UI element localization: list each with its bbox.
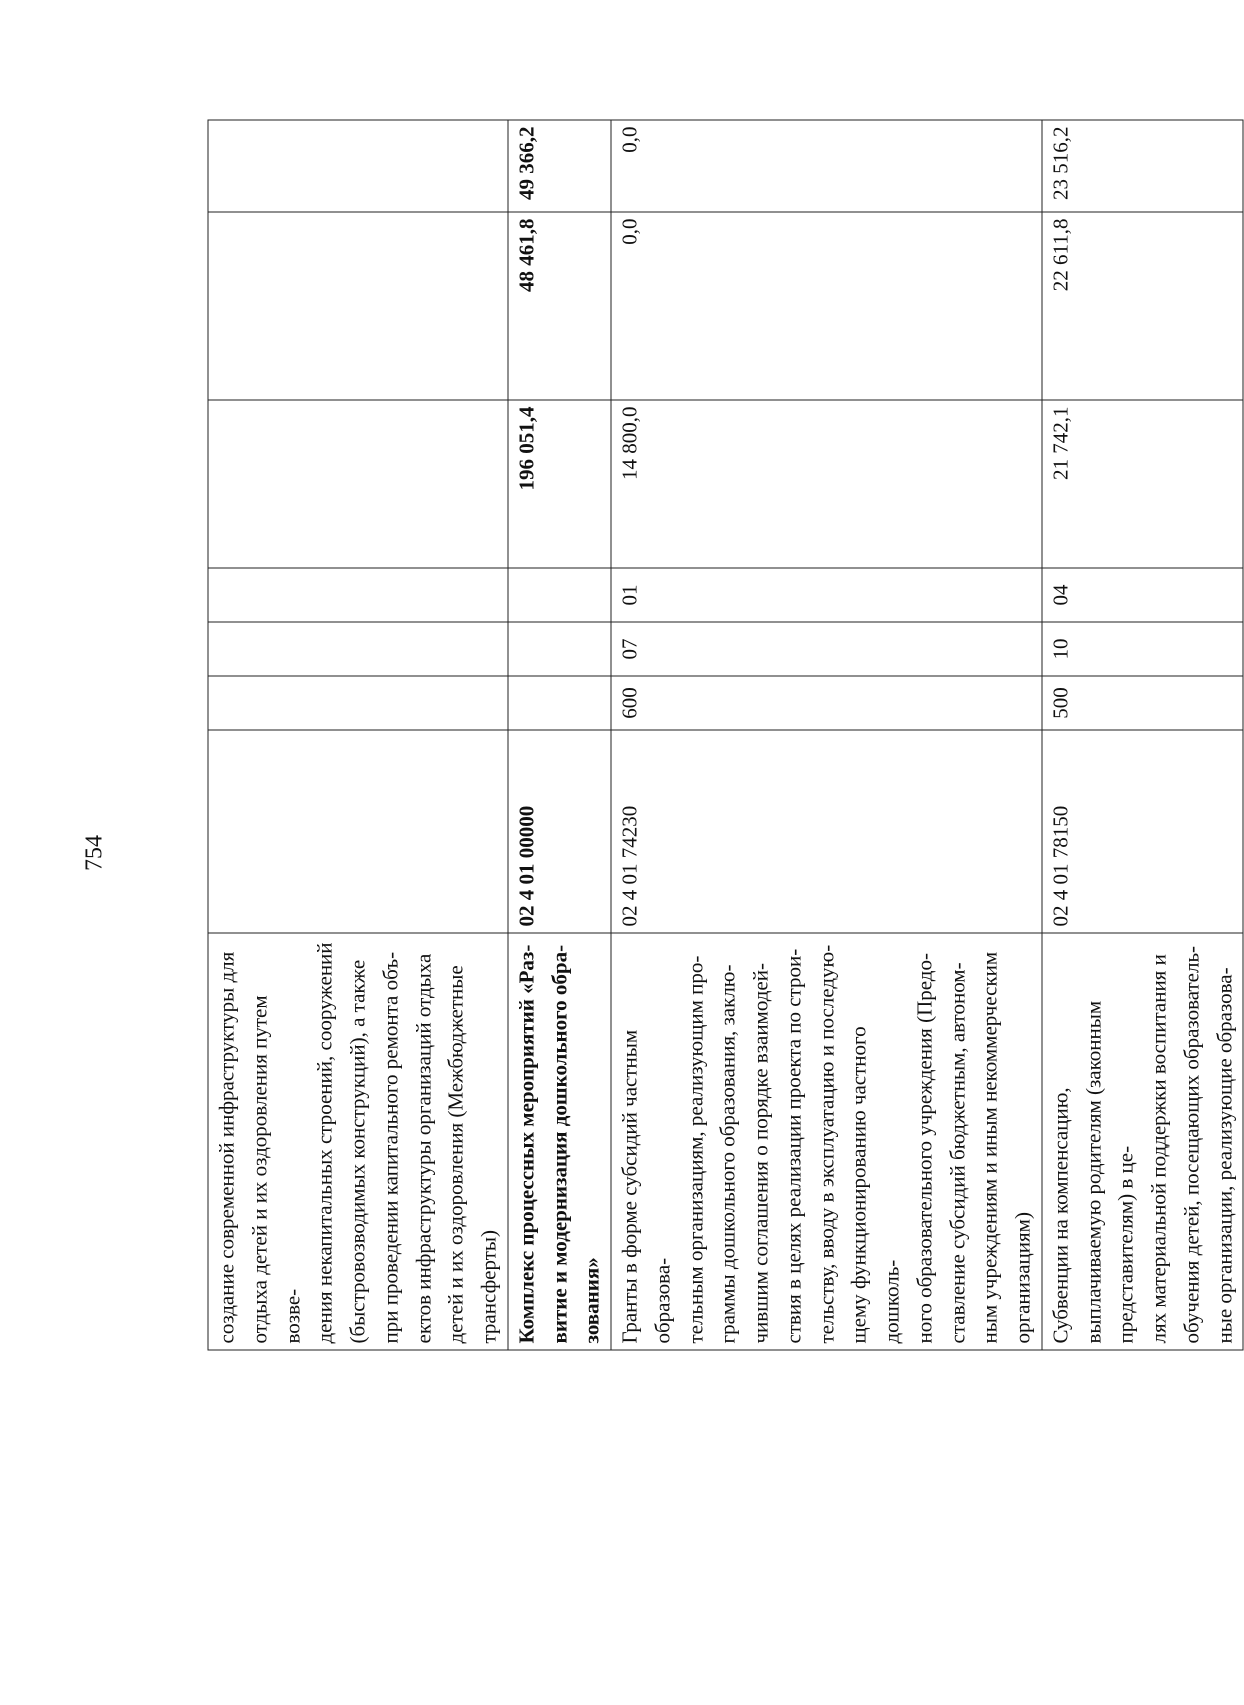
subsection-cell: 04: [1042, 568, 1244, 622]
target-code-cell: 02 4 01 74230: [611, 730, 1042, 933]
amount-year3-cell: 0,0: [611, 120, 1042, 212]
amount-year1-cell: 196 051,4: [508, 400, 611, 568]
amount-year3-cell: [208, 120, 508, 212]
rotated-table-container: [208, 121, 1236, 1351]
expense-type-cell: [208, 676, 508, 730]
expense-type-cell: 500: [1042, 676, 1244, 730]
target-code-cell: 02 4 01 00000: [508, 730, 611, 933]
expense-type-cell: 600: [611, 676, 1042, 730]
subsection-cell: [508, 568, 611, 622]
section-cell: 10: [1042, 622, 1244, 676]
budget-table: [208, 120, 1244, 1351]
section-cell: [508, 622, 611, 676]
page-number: 754: [81, 835, 108, 871]
row-name-cell: Комплекс процессных мероприятий «Раз- витие и модернизация дошкольного обра- зования»: [508, 933, 611, 1350]
table-row: [208, 120, 508, 1350]
table-row: [611, 120, 1042, 1350]
section-cell: 07: [611, 622, 1042, 676]
section-cell: [208, 622, 508, 676]
amount-year2-cell: 48 461,8: [508, 212, 611, 400]
amount-year2-cell: [208, 212, 508, 400]
amount-year2-cell: 0,0: [611, 212, 1042, 400]
amount-year1-cell: 21 742,1: [1042, 400, 1244, 568]
target-code-cell: [208, 730, 508, 933]
subsection-cell: [208, 568, 508, 622]
expense-type-cell: [508, 676, 611, 730]
amount-year3-cell: 23 516,2: [1042, 120, 1244, 212]
subsection-cell: 01: [611, 568, 1042, 622]
table-row: [1042, 120, 1244, 1350]
row-name-cell: создание современной инфраструктуры для отдыха детей и их оздоровления путем возве- дения некапитальных строений, сооружений (быстровозводимых конструкций), а также при проведении капитального ремонта объ- ектов инфраструктуры организаций отдыха детей и их оздоровления (Межбюджетные трансферты): [208, 933, 508, 1350]
amount-year1-cell: 14 800,0: [611, 400, 1042, 568]
table-row: [508, 120, 611, 1350]
amount-year3-cell: 49 366,2: [508, 120, 611, 212]
amount-year2-cell: 22 611,8: [1042, 212, 1244, 400]
amount-year1-cell: [208, 400, 508, 568]
row-name-cell: Субвенции на компенсацию, выплачиваемую родителям (законным представителям) в це- лях материальной поддержки воспитания и обучения детей, посещающих образователь- ные организации, реализующие образова-: [1042, 933, 1244, 1350]
target-code-cell: 02 4 01 78150: [1042, 730, 1244, 933]
row-name-cell: Гранты в форме субсидий частным образова- тельным организациям, реализующим про- граммы дошкольного образования, заклю- чившим соглашения о порядке взаимодей- ствия в целях реализации проекта по строи- тельству, вводу в эксплуатацию и последую- щему функционированию частного дошколь- ного образовательного учреждения (Предо- ставление субсидий бюджетным, автоном- ным учреждениям и иным некоммерческим организациям): [611, 933, 1042, 1350]
